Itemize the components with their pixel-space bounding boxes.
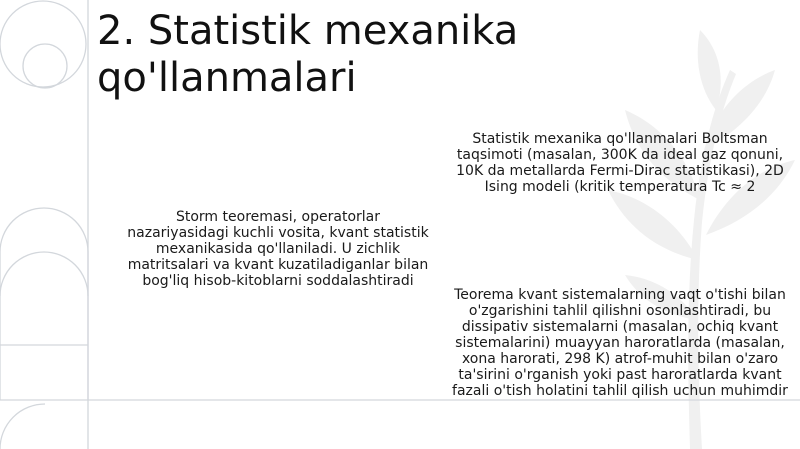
left-text-line-2: nazariyasidagi kuchli vosita, kvant statistik [127,225,429,241]
right-top-text-line-1: Statistik mexanika qo'llanmalari Boltsman [472,131,768,147]
right-bottom-text-line-3: dissipativ sistemalarni (masalan, ochiq kvant [461,319,779,335]
slide-title-line-1: 2. Statistik mexanika [97,8,519,54]
left-text-line-1: Storm teoremasi, operatorlar [175,209,380,225]
right-bottom-text-line-1: Teorema kvant sistemalarning vaqt o'tishi bilan [454,287,786,303]
left-text-line-4: matritsalari va kvant kuzatiladiganlar bilan [127,257,429,273]
slide-title [97,8,657,102]
right-top-text-line-2: taqsimoti (masalan, 300K da ideal gaz qonuni, [456,147,784,163]
right-bottom-text-block [440,287,800,399]
left-text-line-5: bog'liq hisob-kitoblarni soddalashtiradi [142,273,414,289]
arch-inner-curve [0,252,88,296]
right-top-text-line-3: 10K da metallarda Fermi-Dirac statistikasi), 2D [456,163,784,179]
slide-title-line-2: qo'llanmalari [97,55,357,101]
top-small-circle [23,44,67,88]
left-text-line-3: mexanikasida qo'llaniladi. U zichlik [155,241,401,257]
right-top-text-block [448,131,792,195]
right-bottom-text-line-6: ta'sirini o'rganish yoki past haroratlarda kvant [458,367,782,383]
right-bottom-text-line-4: sistemalarini) muayyan haroratlarda (masalan, [455,335,785,351]
right-bottom-text-line-5: xona harorati, 298 K) atrof-muhit bilan o'zaro [461,351,779,367]
left-text-block [88,209,468,289]
right-bottom-text-line-2: o'zgarishini tahlil qilishni osonlashtiradi, bu [468,303,772,319]
arch-shape [0,208,88,400]
right-bottom-text-line-7: fazali o'tish holatini tahlil qilish uchun muhimdir [452,383,788,399]
bottom-quarter-circle [0,404,45,449]
right-top-text-line-4: Ising modeli (kritik temperatura Tc ≈ 2 [484,179,756,195]
